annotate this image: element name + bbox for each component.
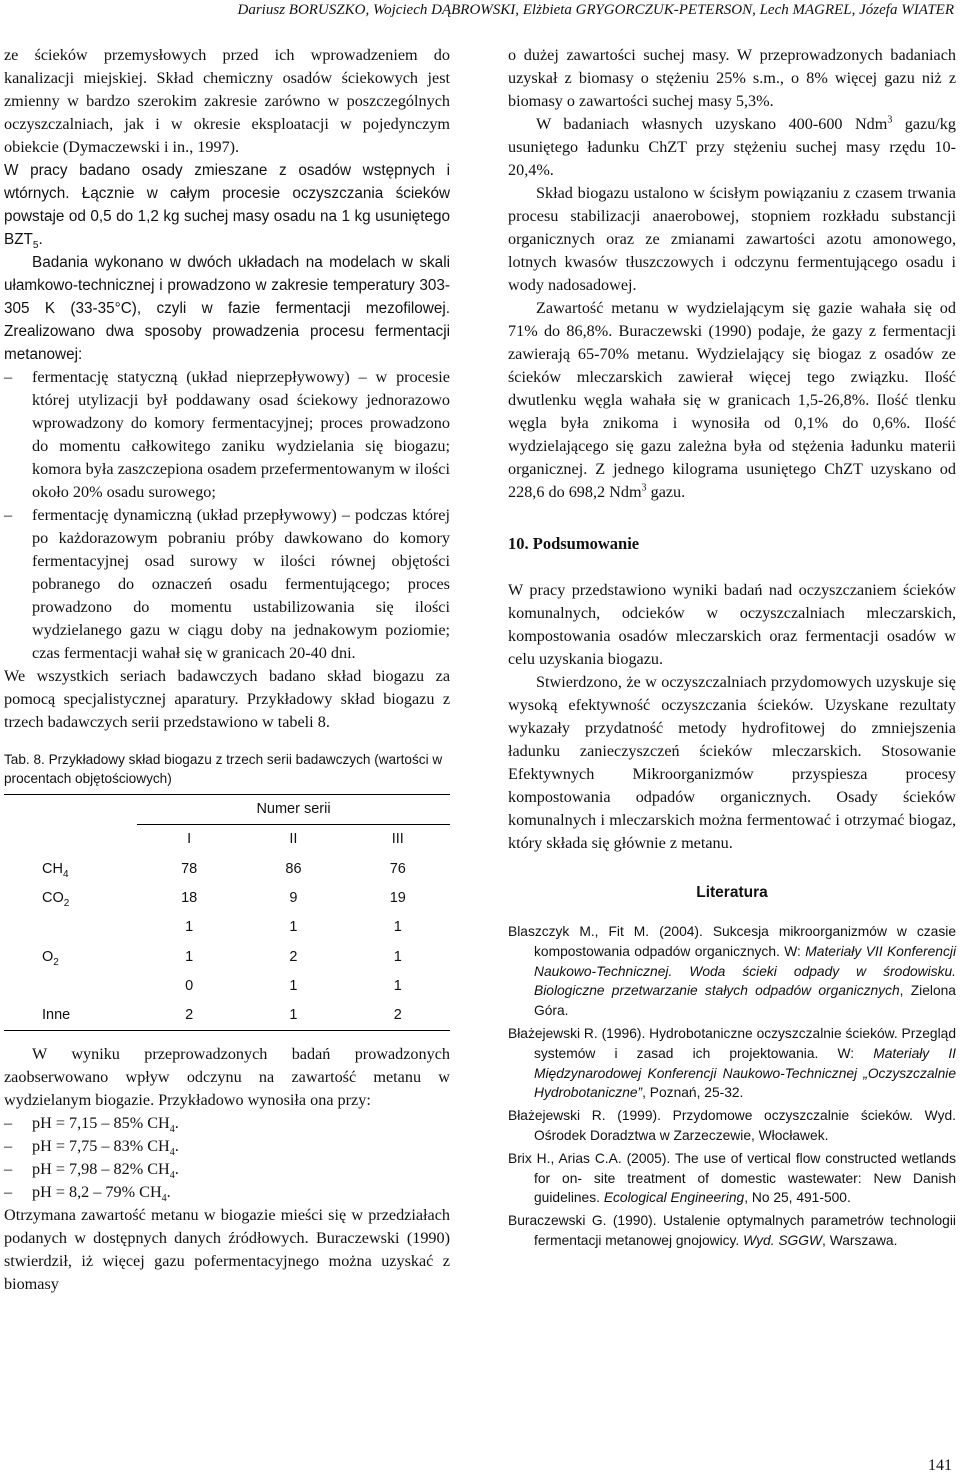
table-cell: 76	[389, 860, 406, 877]
table-cell: 2	[393, 1007, 402, 1024]
ph-item: – pH = 7,98 – 82% $CH_4$.	[4, 1158, 450, 1181]
paragraph: We wszystkich seriach badawczych badano skład biogazu za pomocą specjalistycznej aparatury. Przykładowy skład biogazu z trzech badawczych serii przedstawiono w tabeli 8.	[4, 667, 450, 731]
table-8	[4, 794, 450, 1031]
table-row	[4, 942, 450, 971]
paragraph: Skład biogazu ustalono w ścisłym powiązaniu z czasem trwania procesu stabilizacji anaerobowej, stopniem rozkładu substancji organicznych oraz ze zmianami zawartości azotu amonowego, lotnych kwasów tłuszczowych i odczynu fermentującego osadu i wody nadosadowej.	[508, 184, 956, 294]
ph-item: – pH = 8,2 – 79% $CH_4$.	[4, 1181, 450, 1204]
table-row	[4, 972, 450, 1001]
table-cell: 0	[185, 977, 194, 994]
table-cell: 19	[389, 890, 406, 907]
table-col-header: III	[391, 831, 404, 848]
row-label: Inne	[42, 1007, 71, 1024]
ph-item: – pH = 7,75 – 83% $CH_4$.	[4, 1135, 450, 1158]
reference: Blaszczyk M., Fit M. (2004). Sukcesja mikroorganizmów w czasie kompostowania odpadów organicznych. W: Materiały VII Konferencji Naukowo-Technicznej. Woda ścieki odpady w środowisku. Biologiczne przetwarzanie stałych odpadów organicznych, Zielona Góra.	[508, 924, 957, 1019]
table-cell: 86	[285, 860, 302, 877]
table-cell: 2	[289, 948, 298, 965]
reference: Błażejewski R. (1999). Przydomowe oczyszczalnie ścieków. Wyd. Ośrodek Doradztwa w Zarzeczewie, Włocławek.	[508, 1108, 956, 1143]
table-col-header: I	[187, 831, 192, 848]
table-row	[4, 884, 450, 913]
paragraph: W pracy badano osady zmieszane z osadów wstępnych i wtórnych. Łącznie w całym procesie oczyszczania ścieków powstaje od 0,5 do 1,2 kg suchej masy osadu na 1 kg usuniętego $BZT_5$.	[4, 162, 450, 252]
reference: Błażejewski R. (1996). Hydrobotaniczne oczyszczalnie ścieków. Przegląd systemów i zasad ich projektowania. W: Materiały II Międzynarodowej Konferencji Naukowo-Technicznej „Oczyszczalnie Hydrobotaniczne”, Poznań, 25-32.	[508, 1025, 957, 1101]
table-row	[4, 913, 450, 942]
table-header-row	[4, 825, 450, 855]
left-column	[4, 44, 450, 1296]
table-cell: 1	[185, 948, 194, 965]
paragraph: W pracy przedstawiono wyniki badań nad oczyszczaniem ścieków komunalnych, odcieków w oczyszczalniach mleczarskich, kompostowania osadów mleczarskich oraz fermentacji osadów w celu uzyskania biogazu.	[508, 581, 956, 668]
table-group-header: Numer serii	[137, 795, 450, 825]
running-header: Dariusz BORUSZKO, Wojciech DĄBROWSKI, Elżbieta GRYGORCZUK-PETERSON, Lech MAGREL, Józefa WIATER	[237, 2, 954, 18]
page-number: 141	[928, 1457, 952, 1474]
references-heading: Literatura	[696, 884, 768, 901]
table-cell: 1	[289, 977, 298, 994]
reference: Brix H., Arias C.A. (2005). The use of vertical flow constructed wetlands for on- site treatment of domestic wastewater: New Danish guidelines. Ecological Engineering, No 25, 491-500.	[508, 1150, 956, 1206]
row-label: $CO_2$	[42, 890, 70, 909]
table-cell: 1	[393, 977, 402, 994]
list-item: – fermentację dynamiczną (układ przepływowy) – podczas której po każdorazowym pobraniu próby dawkowano do komory fermentacyjnej osad surowy w ilości równej objętości pobranego do oznaczeń osadu fermentującego; proces prowadzono do momentu ustabilizowania się ilości wydzielanego gazu w ciągu doby na jednakowym poziomie; czas fermentacji wahał się w granicach 20-40 dni.	[4, 504, 450, 665]
paragraph: Otrzymana zawartość metanu w biogazie mieści się w przedziałach podanych w dostępnych danych źródłowych. Buraczewski (1990) stwierdził, iż więcej gazu pofermentacyjnego można uzyskać z biomasy	[4, 1206, 450, 1294]
table-col-header: II	[289, 831, 298, 848]
paragraph: ze ścieków przemysłowych przed ich wprowadzeniem do kanalizacji miejskiej. Skład chemiczny osadów ściekowych jest zmienny w bardzo szerokim zakresie zarówno w poszczególnych oczyszczalniach, jak i w okresie eksploatacji w pojedynczym obiekcie (Dymaczewski i in., 1997).	[4, 46, 450, 156]
reference: Buraczewski G. (1990). Ustalenie optymalnych parametrów technologii fermentacji metanowej gnojowicy. Wyd. SGGW, Warszawa.	[508, 1213, 956, 1248]
table-cell: 1	[393, 948, 402, 965]
row-label: $O_2$	[42, 948, 59, 968]
row-label: $CH_4$	[42, 860, 69, 880]
table-cell: 1	[185, 919, 194, 936]
paragraph: W wyniku przeprowadzonych badań prowadzonych zaobserwowano wpływ odczynu na zawartość metanu w wydzielanym biogazie. Przykładowo wynosiła ona przy:	[4, 1045, 450, 1110]
row-label	[4, 972, 137, 1001]
paragraph: Badania wykonano w dwóch układach na modelach w skali ułamkowo-technicznej i prowadzono w zakresie temperatury 303-305 K (33-35°C), czyli w fazie fermentacji mezofilowej. Zrealizowano dwa sposoby prowadzenia procesu fermentacji metanowej:	[4, 254, 450, 363]
row-label	[4, 913, 137, 942]
table-header-row	[4, 795, 450, 825]
list-item: – fermentację statyczną (układ nieprzepływowy) – w procesie której utylizacji był poddawany osad ściekowy jednorazowo wprowadzony do komory fermentacyjnej; proces prowadzono do momentu całkowitego zaniku wydzielania się biogazu; komora była zaszczepiona osadem przefermentowanym w ilości około 20% osadu surowego;	[4, 366, 450, 504]
table-cell: 9	[289, 890, 298, 907]
table-row	[4, 855, 450, 884]
table-cell: 1	[393, 919, 402, 936]
paragraph: o dużej zawartości suchej masy. W przeprowadzonych badaniach uzyskał z biomasy o stężeniu 25% s.m., o 8% więcej gazu niż z biomasy o zawartości suchej masy 5,3%.	[508, 46, 956, 110]
ph-item: – pH = 7,15 – 85% $CH_4$.	[4, 1112, 450, 1135]
table-cell: 2	[185, 1007, 194, 1024]
table-row	[4, 1001, 450, 1031]
table-cell: 1	[289, 1007, 298, 1024]
paragraph: Zawartość metanu w wydzielającym się gazie wahała się od 71% do 86,8%. Buraczewski (1990) podaje, że gazy z fermentacji zawierają 65-70% metanu. Wydzielający się biogaz z osadów ze ścieków mleczarskich zawierał więcej tego związku. Ilość dwutlenku węgla wahała się w granicach 1,5-26,8%. Ilość tlenku węgla była znikoma i wynosiła od 0,1% do 0,6%. Ilość wydzielającego się gazu zależna była od stężenia ładunku materii organicznej. Z jednego kilograma usuniętego ChZT uzyskano od 228,6 do 698,2 Ndm$^3$ gazu.	[508, 299, 956, 501]
paragraph: W badaniach własnych uzyskano 400-600 Ndm$^3$ gazu/kg usuniętego ładunku ChZT przy stężeniu suchej masy rzędu 10-20,4%.	[508, 114, 956, 179]
section-heading: 10. Podsumowanie	[508, 534, 640, 553]
paragraph: Stwierdzono, że w oczyszczalniach przydomowych uzyskuje się wysoką efektywność oczyszczania ścieków. Uzyskane rezultaty wykazały przydatność metody hydrofitowej do zmniejszenia ładunku zanieczyszczeń ścieków mleczarskich. Stosowanie Efektywnych Mikroorganizmów przyspiesza procesy kompostowania odpadów organicznych. Osady ścieków komunalnych i mleczarskich można fermentować i otrzymać biogaz, który składa się głównie z metanu.	[508, 673, 956, 852]
right-column	[508, 44, 956, 1254]
table-cell: 1	[289, 919, 298, 936]
table-caption: Tab. 8. Przykładowy skład biogazu z trzech serii badawczych (wartości w procentach objętościowych)	[4, 752, 443, 786]
table-cell: 78	[181, 860, 198, 877]
table-cell: 18	[181, 890, 198, 907]
